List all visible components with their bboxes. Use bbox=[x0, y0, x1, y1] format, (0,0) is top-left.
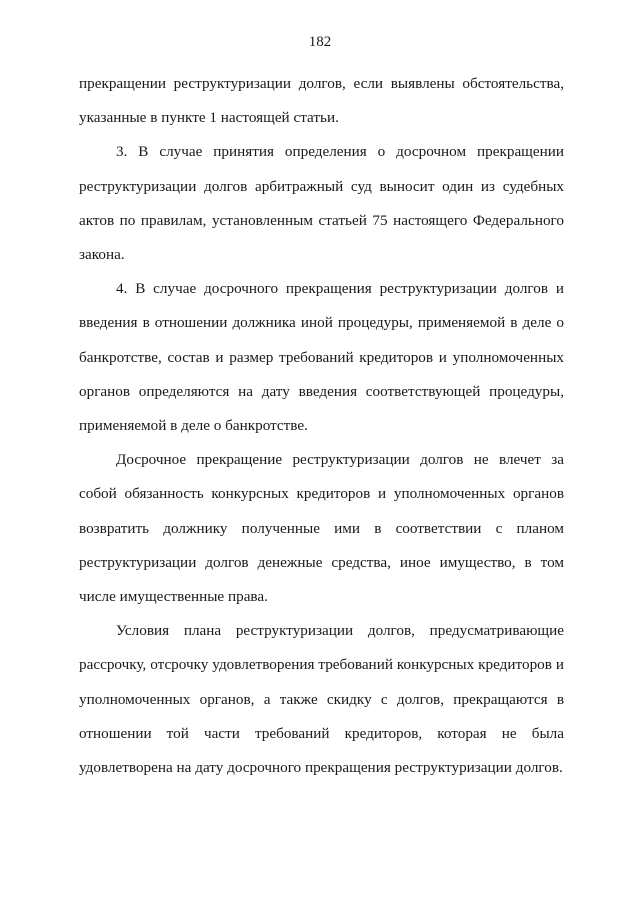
paragraph-item-4: 4. В случае досрочного прекращения реструктуризации долгов и введения в отношении должника иной процедуры, применяемой в деле о банкротстве, состав и размер требований кредиторов и уполномоченных органов определяются на дату введения соответствующей процедуры, применяемой в деле о банкротстве. bbox=[79, 280, 564, 435]
document-body bbox=[79, 67, 564, 785]
paragraph-early-termination: Досрочное прекращение реструктуризации долгов не влечет за собой обязанность конкурсных кредиторов и уполномоченных органов возвратить должнику полученные ими в соответствии с планом реструктуризации долгов денежные средства, иное имущество, в том числе имущественные права. bbox=[79, 451, 564, 606]
paragraph-continuation: прекращении реструктуризации долгов, если выявлены обстоятельства, указанные в пункте 1 настоящей статьи. bbox=[79, 75, 564, 127]
page-number: 182 bbox=[308, 34, 332, 50]
paragraph-item-3: 3. В случае принятия определения о досрочном прекращении реструктуризации долгов арбитражный суд выносит один из судебных актов по правилам, установленным статьей 75 настоящего Федерального закона. bbox=[79, 143, 564, 264]
paragraph-plan-conditions: Условия плана реструктуризации долгов, предусматривающие рассрочку, отсрочку удовлетворения требований конкурсных кредиторов и уполномоченных органов, а также скидку с долгов, прекращаются в отношении той части требований кредиторов, которая не была удовлетворена на дату досрочного прекращения реструктуризации долгов. bbox=[79, 622, 564, 777]
